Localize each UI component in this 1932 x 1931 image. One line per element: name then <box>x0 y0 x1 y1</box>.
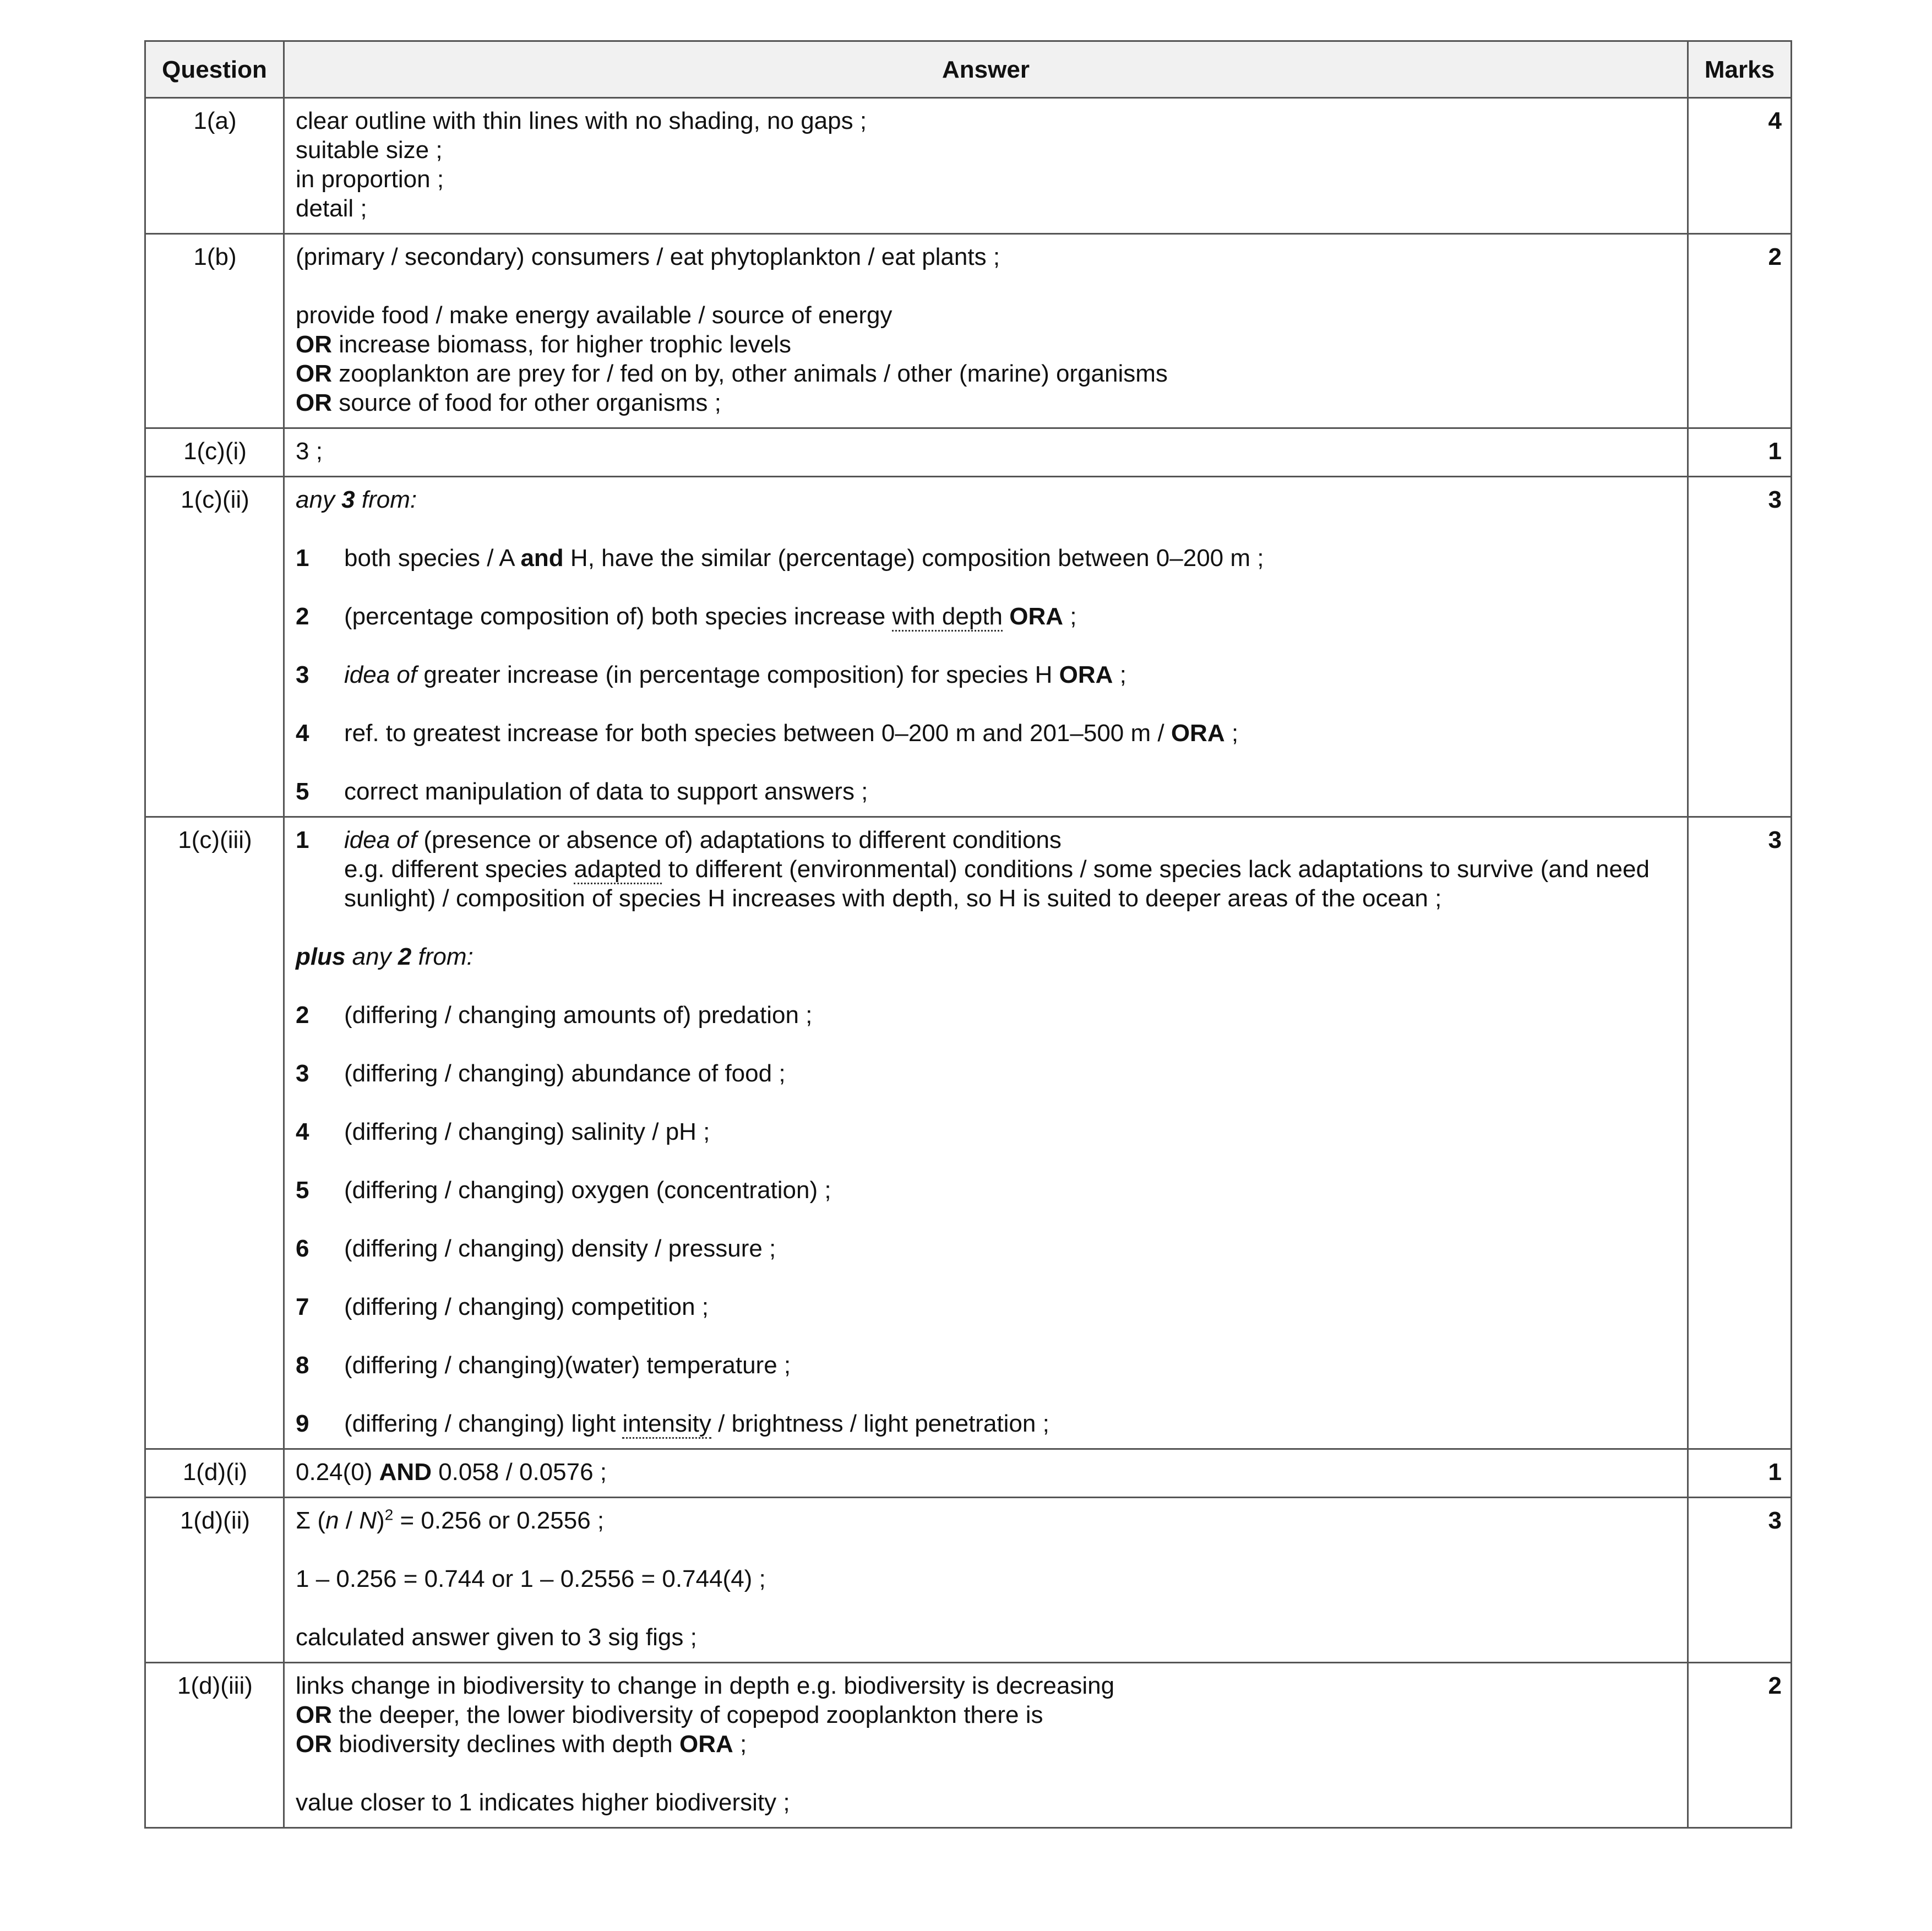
marking-point <box>296 1234 1677 1263</box>
point-number: 4 <box>296 1118 309 1145</box>
answer-line <box>296 388 1677 417</box>
answer-block <box>296 1671 1677 1759</box>
answer-line: Σ (n / N)$^2$ = 0.256 or 0.2556 ; <box>296 1506 605 1534</box>
point-number: 2 <box>296 603 309 630</box>
marking-point <box>296 1000 1677 1030</box>
point-text: (differing / changing) density / pressure ; <box>344 1235 776 1262</box>
marking-point <box>296 1176 1677 1205</box>
question-number: 1(c)(ii) <box>145 477 284 817</box>
point-text: idea of greater increase (in percentage composition) for species H ORA ; <box>344 661 1126 688</box>
answer-cell <box>284 1449 1688 1498</box>
marks-value: 3 <box>1688 477 1792 817</box>
point-number: 9 <box>296 1410 309 1437</box>
point-number: 7 <box>296 1293 309 1320</box>
marking-point <box>296 1292 1677 1321</box>
answer-line: 3 ; <box>296 438 323 465</box>
marking-point <box>296 1059 1677 1088</box>
intro-count: 3 <box>341 486 355 513</box>
answer-cell <box>284 98 1688 234</box>
point-number: 4 <box>296 720 309 747</box>
marking-point <box>296 602 1677 631</box>
point-number: 1 <box>296 545 309 572</box>
intro-text: any <box>296 486 342 513</box>
marking-point <box>296 719 1677 748</box>
point-text: (differing / changing) light intensity / brightness / light penetration ; <box>344 1409 1677 1438</box>
marks-value: 2 <box>1688 234 1792 428</box>
answer-line: OR biodiversity declines with depth ORA ; <box>296 1731 747 1758</box>
ora-keyword: ORA <box>679 1731 733 1758</box>
table-row <box>145 817 1792 1449</box>
question-header: Question <box>145 41 284 98</box>
point-number: 5 <box>296 1177 309 1204</box>
answer-text: zooplankton are prey for / fed on by, other animals / other (marine) organisms <box>332 360 1168 387</box>
marks-value: 3 <box>1688 1498 1792 1663</box>
question-number: 1(d)(ii) <box>145 1498 284 1663</box>
marking-point <box>296 1409 1677 1438</box>
table-row <box>145 1498 1792 1663</box>
answer-line <box>296 359 1677 388</box>
answer-intro: plus any 2 from: <box>296 943 474 970</box>
answer-line: provide food / make energy available / source of energy <box>296 302 892 329</box>
point-text: (percentage composition of) both species increase with depth ORA ; <box>344 602 1677 631</box>
answer-line: detail ; <box>296 195 367 222</box>
answer-cell <box>284 817 1688 1449</box>
or-keyword: OR <box>296 331 332 358</box>
answer-line: (primary / secondary) consumers / eat phytoplankton / eat plants ; <box>296 243 1000 270</box>
table-row <box>145 234 1792 428</box>
question-number: 1(d)(iii) <box>145 1663 284 1828</box>
answer-block <box>296 301 1677 417</box>
question-number: 1(b) <box>145 234 284 428</box>
table-row <box>145 1663 1792 1828</box>
question-number: 1(c)(iii) <box>145 817 284 1449</box>
table-row <box>145 477 1792 817</box>
answer-text: source of food for other organisms ; <box>332 389 721 416</box>
marking-point <box>296 543 1677 573</box>
answer-line: value closer to 1 indicates higher biodiversity ; <box>296 1789 790 1816</box>
point-text: (differing / changing amounts of) predation ; <box>344 1002 813 1029</box>
marks-value: 2 <box>1688 1663 1792 1828</box>
or-keyword: OR <box>296 1731 332 1758</box>
marks-header: Marks <box>1688 41 1792 98</box>
marking-point <box>296 660 1677 689</box>
point-text: (differing / changing) abundance of food ; <box>344 1060 786 1087</box>
question-number: 1(a) <box>145 98 284 234</box>
answer-line: calculated answer given to 3 sig figs ; <box>296 1624 697 1651</box>
marks-value: 4 <box>1688 98 1792 234</box>
answer-header: Answer <box>284 41 1688 98</box>
answer-cell <box>284 1498 1688 1663</box>
header-row <box>145 41 1792 98</box>
point-number: 2 <box>296 1002 309 1029</box>
table-row <box>145 1449 1792 1498</box>
question-number: 1(d)(i) <box>145 1449 284 1498</box>
or-keyword: OR <box>296 360 332 387</box>
answer-line: in proportion ; <box>296 166 444 193</box>
point-text: (differing / changing) oxygen (concentration) ; <box>344 1177 831 1204</box>
answer-cell <box>284 1663 1688 1828</box>
answer-text: increase biomass, for higher trophic levels <box>332 331 791 358</box>
answer-line: links change in biodiversity to change in depth e.g. biodiversity is decreasing <box>296 1672 1115 1699</box>
answer-line: OR the deeper, the lower biodiversity of copepod zooplankton there is <box>296 1701 1043 1728</box>
answer-line: 1 – 0.256 = 0.744 or 1 – 0.2556 = 0.744(4) ; <box>296 1565 766 1592</box>
point-text: ref. to greatest increase for both species between 0–200 m and 201–500 m / ORA ; <box>344 720 1239 747</box>
point-number: 8 <box>296 1352 309 1379</box>
table-row <box>145 98 1792 234</box>
mark-scheme-table <box>144 40 1792 1829</box>
question-number: 1(c)(i) <box>145 428 284 477</box>
intro-text: from: <box>355 486 417 513</box>
answer-line: 0.24(0) AND 0.058 / 0.0576 ; <box>296 1459 607 1486</box>
marks-value: 3 <box>1688 817 1792 1449</box>
point-number: 6 <box>296 1235 309 1262</box>
answer-cell <box>284 428 1688 477</box>
marking-point <box>296 777 1677 806</box>
marks-value: 1 <box>1688 1449 1792 1498</box>
or-keyword: OR <box>296 389 332 416</box>
point-number: 3 <box>296 1060 309 1087</box>
marking-point <box>296 825 1677 913</box>
point-text: (differing / changing) salinity / pH ; <box>344 1118 710 1145</box>
point-text: (differing / changing) competition ; <box>344 1293 709 1320</box>
answer-cell <box>284 477 1688 817</box>
answer-intro <box>296 485 1677 514</box>
marking-point <box>296 1117 1677 1146</box>
point-text: correct manipulation of data to support answers ; <box>344 778 868 805</box>
answer-cell <box>284 234 1688 428</box>
and-keyword: AND <box>379 1459 432 1486</box>
point-text: both species / A and H, have the similar (percentage) composition between 0–200 m ; <box>344 545 1264 572</box>
answer-line <box>296 330 1677 359</box>
plus-keyword: plus <box>296 943 346 970</box>
point-number: 5 <box>296 778 309 805</box>
answer-line: clear outline with thin lines with no shading, no gaps ; <box>296 107 867 134</box>
answer-line: suitable size ; <box>296 137 443 164</box>
marks-value: 1 <box>1688 428 1792 477</box>
point-number: 3 <box>296 661 309 688</box>
point-text: (differing / changing)(water) temperature ; <box>344 1352 791 1379</box>
point-number: 1 <box>296 826 309 853</box>
marking-point <box>296 1351 1677 1380</box>
point-text: idea of (presence or absence of) adaptations to different conditions e.g. different species adapted to different (environmental) conditions / some species lack adaptations to survive (and need sunlight) / composition of species H increases with depth, so H is suited to deeper areas of the ocean ; <box>344 826 1650 912</box>
or-keyword: OR <box>296 1701 332 1728</box>
table-row <box>145 428 1792 477</box>
